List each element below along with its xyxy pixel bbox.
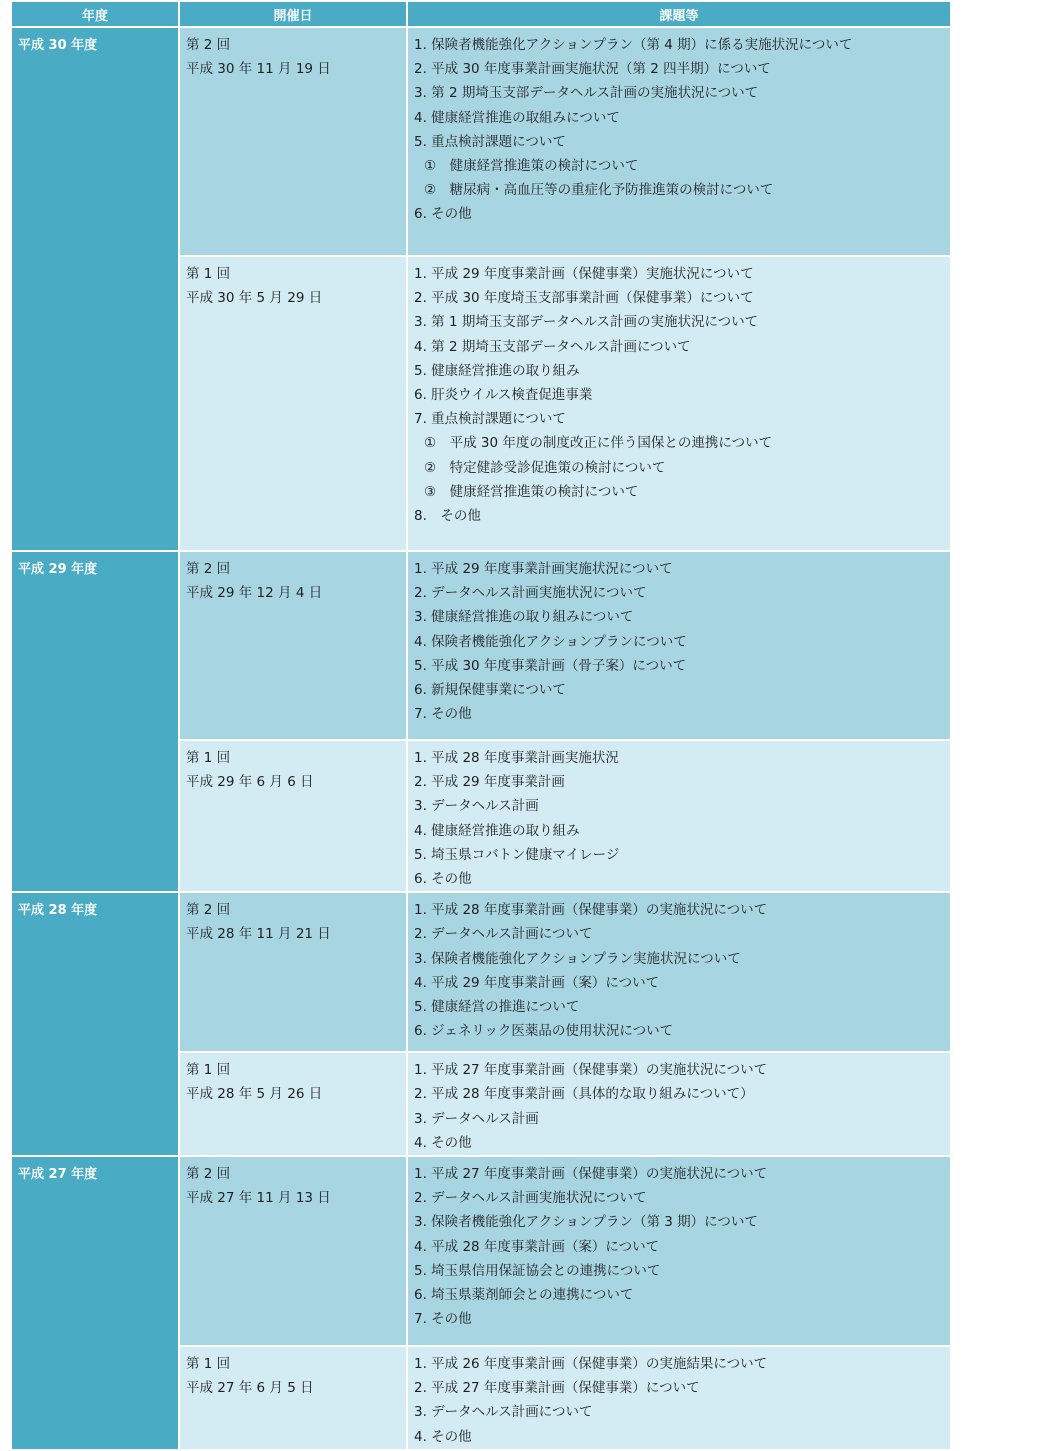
topic-item: 2. 平成 30 年度埼玉支部事業計画（保健事業）について <box>414 290 754 307</box>
session-date: 平成 29 年 12 月 4 日 <box>186 585 323 602</box>
topic-item: 4. その他 <box>414 1134 472 1151</box>
session-date: 平成 30 年 5 月 29 日 <box>186 290 323 307</box>
topics-cell <box>408 257 950 550</box>
fiscal-year-cell: 平成 27 年度 <box>12 1157 178 1449</box>
fiscal-year-cell: 平成 29 年度 <box>12 552 178 891</box>
topic-item: 6. 新規保健事業について <box>414 682 566 699</box>
topic-item: 1. 平成 27 年度事業計画（保健事業）の実施状況について <box>414 1062 768 1079</box>
session-date: 平成 27 年 6 月 5 日 <box>186 1380 314 1397</box>
session-cell <box>180 1053 406 1155</box>
session-title: 第 1 回 <box>186 1356 231 1373</box>
topic-item: 6. 埼玉県薬剤師会との連携について <box>414 1287 634 1304</box>
table-row <box>12 893 950 1051</box>
session-cell <box>180 552 406 739</box>
topic-item: 2. 平成 27 年度事業計画（保健事業）について <box>414 1380 700 1397</box>
topic-item: 3. 健康経営推進の取り組みについて <box>414 609 634 626</box>
topic-item: 3. データヘルス計画について <box>414 1404 593 1421</box>
topic-item: 6. 肝炎ウイルス検査促進事業 <box>414 387 593 404</box>
topic-item: 8. その他 <box>414 508 481 525</box>
topic-item: 7. その他 <box>414 1311 472 1328</box>
session-cell <box>180 893 406 1051</box>
topic-item: 6. ジェネリック医薬品の使用状況について <box>414 1023 674 1040</box>
topic-item: 4. 健康経営推進の取り組み <box>414 822 580 839</box>
table-row <box>12 28 950 255</box>
topic-item: ① 健康経営推進策の検討について <box>424 158 639 175</box>
session-title: 第 1 回 <box>186 1062 231 1079</box>
session-date: 平成 27 年 11 月 13 日 <box>186 1190 331 1207</box>
topics-cell <box>408 28 950 255</box>
topic-item: 5. 平成 30 年度事業計画（骨子案）について <box>414 657 687 674</box>
topic-item: 1. 平成 29 年度事業計画（保健事業）実施状況について <box>414 266 754 282</box>
header-date: 開催日 <box>180 2 406 26</box>
topic-item: ② 糖尿病・高血圧等の重症化予防推進策の検討について <box>424 182 774 199</box>
topic-item: 4. その他 <box>414 1428 472 1445</box>
session-date: 平成 30 年 11 月 19 日 <box>186 61 331 78</box>
topic-item: 2. 平成 30 年度事業計画実施状況（第 2 四半期）について <box>414 61 771 78</box>
topic-item: 7. その他 <box>414 706 472 723</box>
topic-item: 1. 平成 27 年度事業計画（保健事業）の実施状況について <box>414 1166 768 1183</box>
topic-item: 6. その他 <box>414 206 472 223</box>
topic-item: 1. 保険者機能強化アクションプラン（第 4 期）に係る実施状況について <box>414 37 853 53</box>
header-year: 年度 <box>12 2 178 26</box>
topic-item: 1. 平成 29 年度事業計画実施状況について <box>414 561 673 577</box>
session-title: 第 2 回 <box>186 1166 231 1183</box>
topic-item: ② 特定健診受診促進策の検討について <box>424 459 666 476</box>
fiscal-year-cell: 平成 30 年度 <box>12 28 178 550</box>
topics-cell <box>408 741 950 891</box>
topic-item: 3. データヘルス計画 <box>414 1110 539 1127</box>
table-row <box>12 552 950 739</box>
session-title: 第 2 回 <box>186 902 231 919</box>
header-row <box>12 2 950 26</box>
topic-item: 2. データヘルス計画実施状況について <box>414 585 647 602</box>
topic-item: 2. 平成 28 年度事業計画（具体的な取り組みについて） <box>414 1086 754 1103</box>
topics-cell <box>408 1053 950 1155</box>
topic-item: ① 平成 30 年度の制度改正に伴う国保との連携について <box>424 435 773 452</box>
topic-item: 3. データヘルス計画 <box>414 798 539 815</box>
session-cell <box>180 1157 406 1345</box>
topic-item: 5. 埼玉県信用保証協会との連携について <box>414 1262 661 1279</box>
topic-item: 4. 平成 29 年度事業計画（案）について <box>414 974 660 991</box>
session-date: 平成 29 年 6 月 6 日 <box>186 774 314 791</box>
topic-item: ③ 健康経営推進策の検討について <box>424 483 639 500</box>
topic-item: 6. その他 <box>414 871 472 888</box>
meeting-table <box>10 0 952 1451</box>
topics-cell <box>408 552 950 739</box>
topic-item: 5. 重点検討課題について <box>414 133 566 150</box>
topic-item: 2. 平成 29 年度事業計画 <box>414 774 565 791</box>
session-title: 第 1 回 <box>186 750 231 766</box>
topic-item: 3. 第 2 期埼玉支部データヘルス計画の実施状況について <box>414 85 759 102</box>
topic-item: 4. 健康経営推進の取組みについて <box>414 109 620 126</box>
topics-cell <box>408 893 950 1051</box>
topic-item: 7. 重点検討課題について <box>414 411 566 428</box>
session-title: 第 2 回 <box>186 37 231 53</box>
topic-item: 3. 保険者機能強化アクションプラン実施状況について <box>414 950 741 967</box>
topic-item: 4. 平成 28 年度事業計画（案）について <box>414 1238 660 1255</box>
topic-item: 5. 健康経営推進の取り組み <box>414 362 580 379</box>
session-title: 第 1 回 <box>186 266 231 282</box>
topic-item: 2. データヘルス計画について <box>414 926 593 943</box>
table-body <box>12 28 950 1449</box>
topic-item: 5. 埼玉県コバトン健康マイレージ <box>414 846 620 863</box>
table-row <box>12 1157 950 1345</box>
topic-item: 2. データヘルス計画実施状況について <box>414 1190 647 1207</box>
session-date: 平成 28 年 11 月 21 日 <box>186 926 331 943</box>
topic-item: 4. 保険者機能強化アクションプランについて <box>414 633 687 650</box>
topic-item: 5. 健康経営の推進について <box>414 999 580 1016</box>
topic-item: 3. 保険者機能強化アクションプラン（第 3 期）について <box>414 1214 758 1231</box>
topic-item: 4. 第 2 期埼玉支部データヘルス計画について <box>414 338 691 355</box>
topic-item: 1. 平成 26 年度事業計画（保健事業）の実施結果について <box>414 1356 768 1373</box>
session-date: 平成 28 年 5 月 26 日 <box>186 1086 323 1103</box>
topics-cell <box>408 1157 950 1345</box>
session-cell <box>180 257 406 550</box>
header-topics: 課題等 <box>408 2 950 26</box>
session-cell <box>180 741 406 891</box>
session-cell <box>180 28 406 255</box>
topic-item: 3. 第 1 期埼玉支部データヘルス計画の実施状況について <box>414 314 759 331</box>
session-title: 第 2 回 <box>186 561 231 577</box>
topic-item: 1. 平成 28 年度事業計画（保健事業）の実施状況について <box>414 902 768 919</box>
fiscal-year-cell: 平成 28 年度 <box>12 893 178 1155</box>
topic-item: 1. 平成 28 年度事業計画実施状況 <box>414 750 619 766</box>
